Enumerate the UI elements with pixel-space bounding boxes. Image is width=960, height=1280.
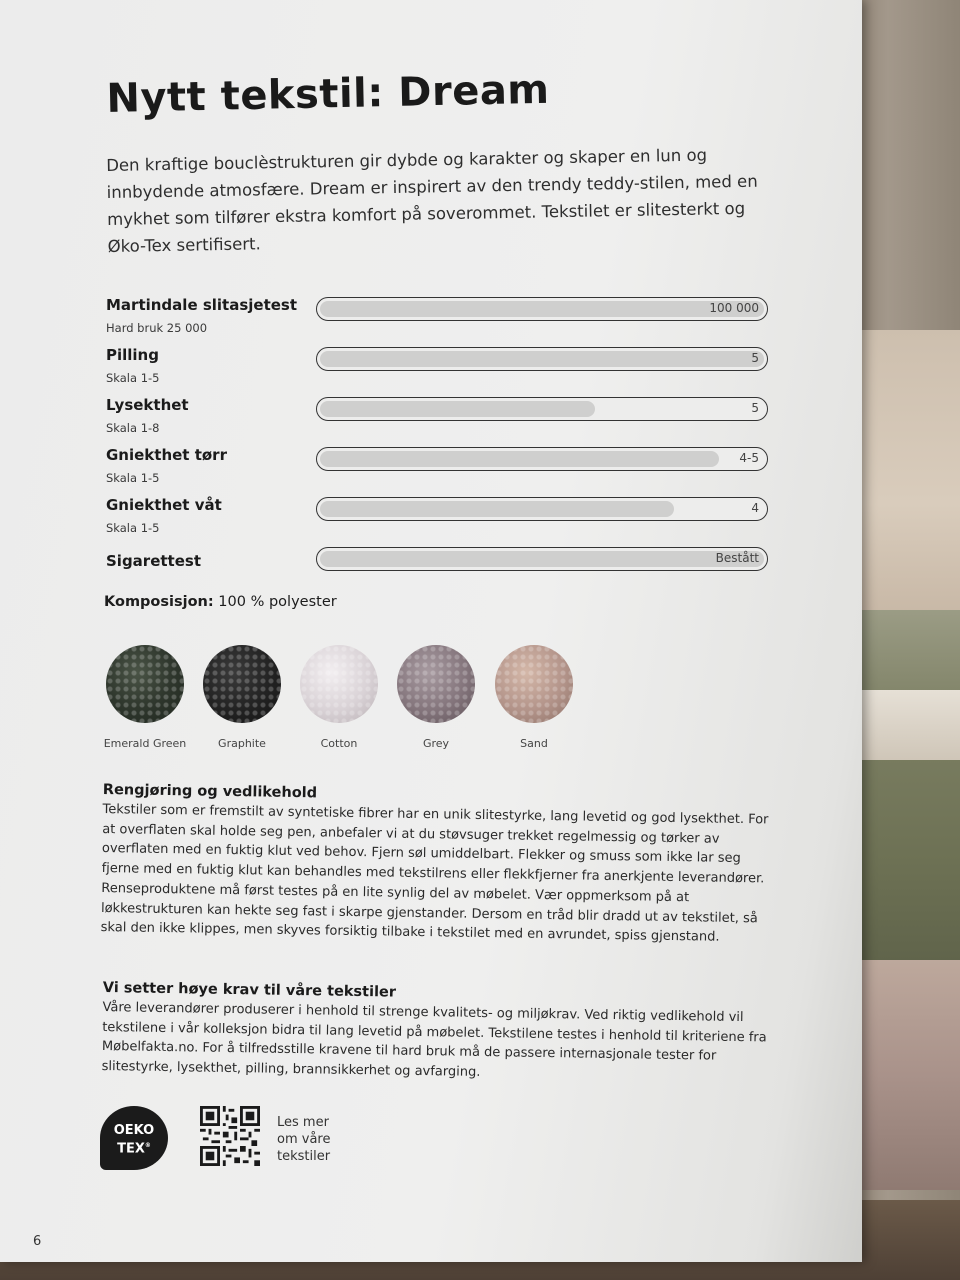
property-name: Sigarettest	[106, 552, 201, 570]
property-row	[106, 296, 776, 340]
swatch-cotton[interactable]	[294, 645, 384, 750]
property-name: Gniekthet våt	[106, 496, 222, 514]
swatch-image	[300, 645, 378, 723]
property-value: Bestått	[715, 551, 759, 565]
swatch-label: Grey	[422, 737, 450, 750]
property-bar-fill	[320, 301, 764, 317]
property-bar	[316, 547, 768, 571]
swatch-label: Sand	[520, 737, 548, 750]
qr-caption: Les mer om våre tekstiler	[277, 1115, 331, 1164]
property-value: 100 000	[709, 301, 759, 315]
property-bar	[316, 447, 768, 471]
composition-value: 100 % polyester	[218, 594, 337, 610]
page-number: 6	[33, 1234, 42, 1249]
swatch-emerald-green[interactable]	[100, 645, 190, 750]
quality-heading: Vi setter høye krav til våre tekstiler	[102, 980, 397, 1001]
background-mattress	[860, 690, 960, 760]
property-row	[106, 346, 776, 390]
swatch-label: Cotton	[320, 737, 358, 750]
property-value: 4	[751, 501, 759, 515]
property-bar	[316, 497, 768, 521]
intro-paragraph: Den kraftige bouclèstrukturen gir dybde og karakter og skaper en lun og innbydende atmosfære. Dream er inspirert av den trendy teddy-stilen, med en mykhet som tilfører ekstra komfort på soverommet. Tekstilet er slitesterkt og Øko-Tex sertifisert.	[106, 145, 758, 256]
property-bar	[316, 297, 768, 321]
swatch-graphite[interactable]	[197, 645, 287, 750]
property-value: 4-5	[739, 451, 759, 465]
background-bed-base	[855, 960, 960, 1190]
property-bar-fill	[320, 451, 719, 467]
care-text: Tekstiler som er fremstilt av syntetiske fibrer har en unik slitestyrke, lang levetid og god lysekthet. For at overflaten skal holde seg pen, anbefaler vi at du støvsuger trekket regelmessig og tørker av overflaten med en fuktig klut ved behov. Fjern søl umiddelbart. Flekker og smuss som ikke lar seg fjerne med en fuktig klut kan behandles med tekstilrens eller flekkfjerner fra anerkjente leverandører. Renseproduktene må først testes på en lite synlig del av møbelet. Vær oppmerksom på at løkkestrukturen kan hekte seg fast i skarpe gjenstander. Dersom en tråd blir dradd ut av tekstilet, så skal den ikke klippes, men skyves forsiktig tilbake i tekstilet med en avrundet, spiss gjenstand.	[100, 801, 769, 945]
property-name: Lysekthet	[106, 396, 189, 414]
swatch-label: Graphite	[218, 737, 266, 750]
background-bed	[845, 610, 960, 970]
swatch-grey[interactable]	[391, 645, 481, 750]
property-bar-fill	[320, 351, 764, 367]
oeko-tex-logo: OEKO TEX®	[100, 1106, 168, 1170]
property-name: Martindale slitasjetest	[106, 296, 298, 314]
swatch-image	[495, 645, 573, 723]
property-name: Gniekthet tørr	[106, 446, 227, 464]
property-scale: Skala 1-5	[106, 521, 160, 535]
property-value: 5	[751, 401, 759, 415]
quality-text: Våre leverandører produserer i henhold til strenge kvalitets- og miljøkrav. Ved riktig vedlikehold vil tekstilene i vår kolleksjon bidra til lang levetid på møbelet. Tekstilene testes i henhold til kriteriene fra Møbelfakta.no. For å tilfredsstille kravene til hard bruk må de passere internasjonale tester for slitestyrke, lysekthet, pilling, brannsikkerhet og avfarging.	[101, 999, 767, 1081]
property-scale: Skala 1-5	[106, 371, 160, 385]
property-value: 5	[751, 351, 759, 365]
property-name: Pilling	[106, 346, 159, 364]
swatch-sand[interactable]	[489, 645, 579, 750]
property-row	[106, 396, 776, 440]
swatch-image	[203, 645, 281, 723]
property-row	[106, 546, 776, 590]
property-bar-fill	[320, 401, 595, 417]
page-title: Nytt tekstil: Dream	[106, 66, 550, 122]
qr-code[interactable]	[200, 1106, 260, 1166]
color-swatches	[100, 645, 600, 755]
property-bar	[316, 347, 768, 371]
swatch-label: Emerald Green	[103, 737, 187, 750]
composition	[104, 594, 337, 610]
property-scale: Skala 1-8	[106, 421, 160, 435]
composition-label: Komposisjon:	[104, 594, 214, 610]
property-bar-fill	[320, 551, 764, 567]
property-bar-fill	[320, 501, 674, 517]
swatch-image	[397, 645, 475, 723]
property-row	[106, 496, 776, 540]
property-scale: Hard bruk 25 000	[106, 321, 208, 335]
property-bar	[316, 397, 768, 421]
quality-section	[101, 980, 772, 1087]
care-section	[101, 782, 773, 948]
property-row	[106, 446, 776, 490]
property-scale: Skala 1-5	[106, 471, 160, 485]
background-lamp	[845, 330, 960, 620]
care-heading: Rengjøring og vedlikehold	[102, 782, 318, 802]
swatch-image	[106, 645, 184, 723]
